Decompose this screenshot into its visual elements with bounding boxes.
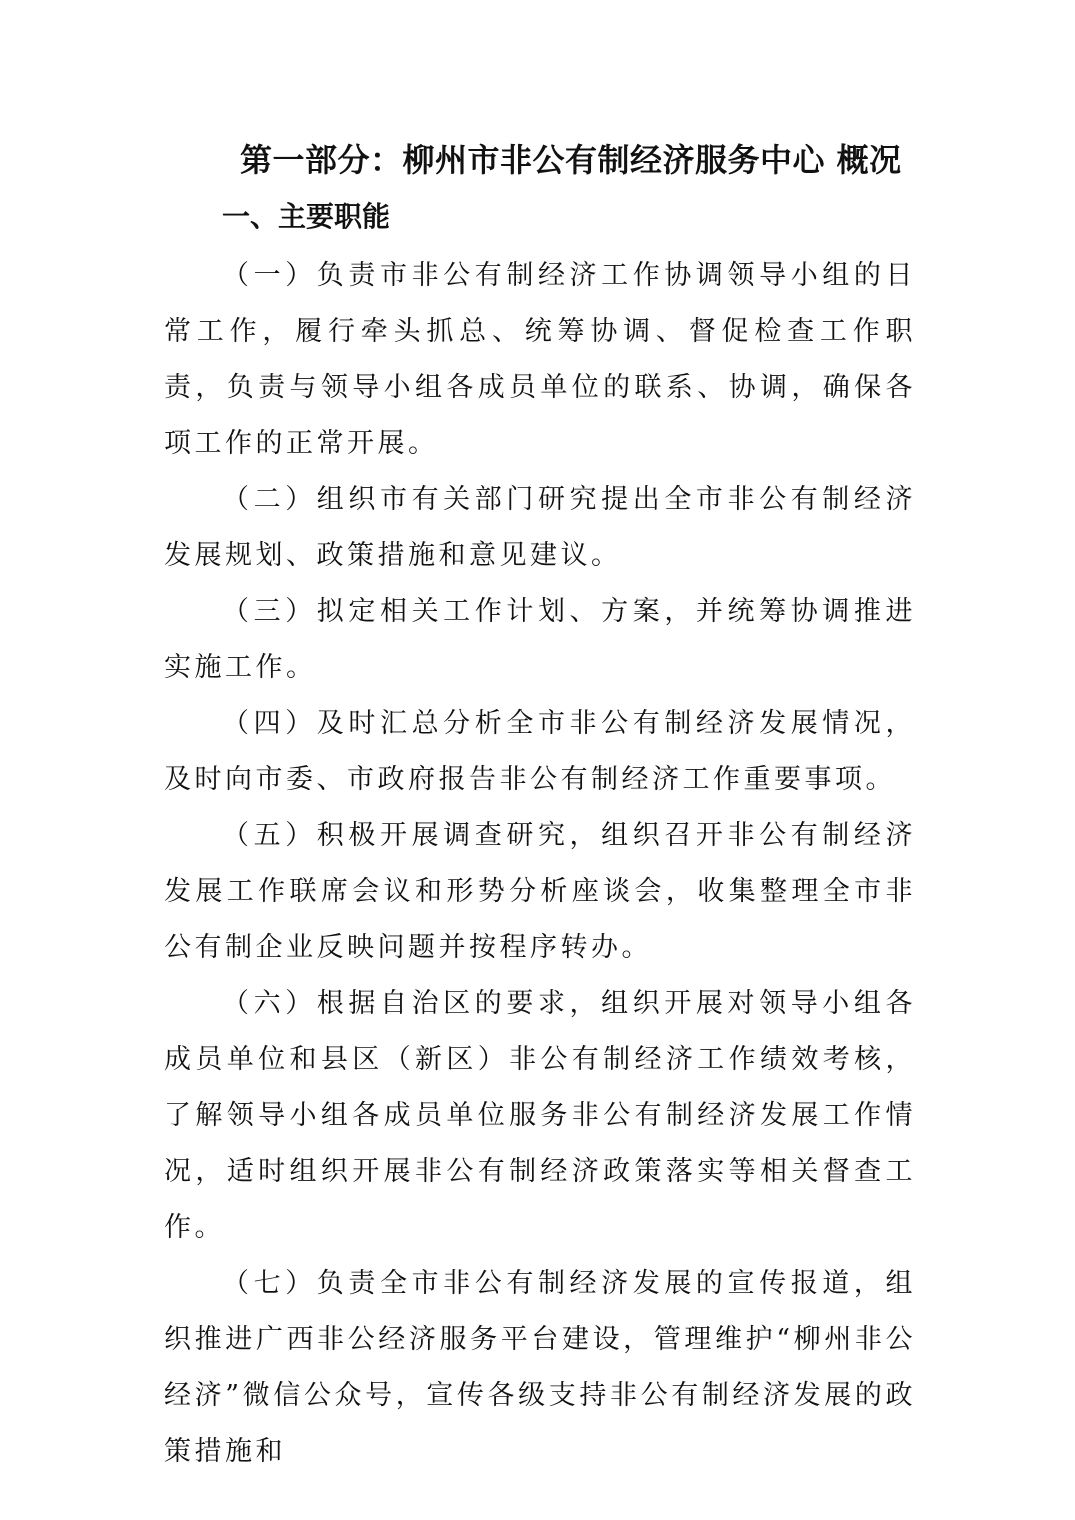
paragraph-item-4: （四）及时汇总分析全市非公有制经济发展情况，及时向市委、市政府报告非公有制经济工作重要事项。 <box>164 708 916 795</box>
document-title: 第一部分：柳州市非公有制经济服务中心 概况 <box>240 141 902 179</box>
section-heading: 一、主要职能 <box>222 200 391 233</box>
paragraph-item-5: （五）积极开展调查研究，组织召开非公有制经济发展工作联席会议和形势分析座谈会，收集整理全市非公有制企业反映问题并按程序转办。 <box>164 820 916 963</box>
paragraph-item-2: （二）组织市有关部门研究提出全市非公有制经济发展规划、政策措施和意见建议。 <box>164 484 916 571</box>
body-text <box>164 248 916 1480</box>
paragraph-item-3: （三）拟定相关工作计划、方案，并统筹协调推进实施工作。 <box>164 596 916 683</box>
paragraph-item-1: （一）负责市非公有制经济工作协调领导小组的日常工作，履行牵头抓总、统筹协调、督促检查工作职责，负责与领导小组各成员单位的联系、协调，确保各项工作的正常开展。 <box>164 260 916 459</box>
paragraph-item-6: （六）根据自治区的要求，组织开展对领导小组各成员单位和县区（新区）非公有制经济工作绩效考核，了解领导小组各成员单位服务非公有制经济发展工作情况，适时组织开展非公有制经济政策落实等相关督查工作。 <box>164 988 916 1243</box>
paragraph-item-7: （七）负责全市非公有制经济发展的宣传报道，组织推进广西非公经济服务平台建设，管理维护“柳州非公经济”微信公众号，宣传各级支持非公有制经济发展的政策措施和 <box>164 1268 916 1467</box>
